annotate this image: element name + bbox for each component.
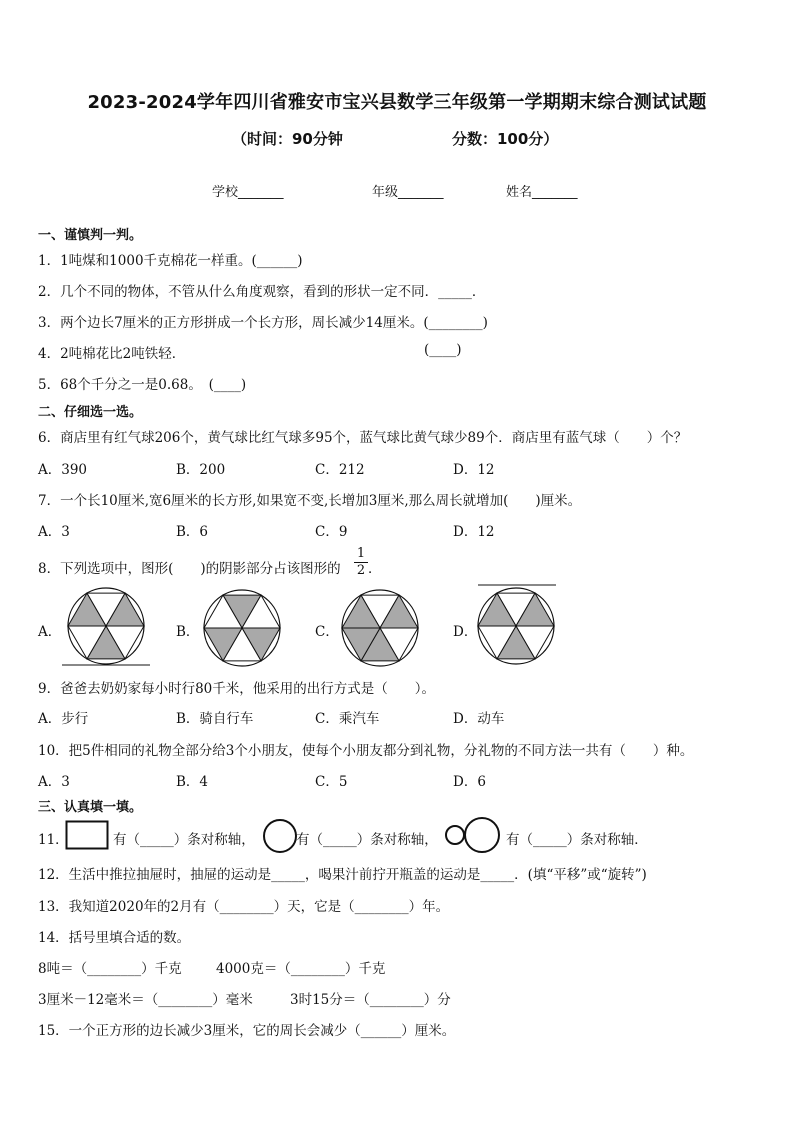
hexagon-figure-c <box>340 588 420 668</box>
section-3-heading: 三、认真填一填。 <box>38 800 143 815</box>
question-1: 1．1吨煤和1000千克棉花一样重。(______) <box>38 253 303 269</box>
question-6: 6．商店里有红气球206个，黄气球比红气球多95个，蓝气球比黄气球少89个．商店里有蓝气球（ ）个？ <box>38 430 688 446</box>
fraction-numerator: 1 <box>356 546 366 561</box>
exam-score: 分数：100分） <box>452 130 559 148</box>
hexagon-figure-a <box>58 586 154 670</box>
question-14: 14．括号里填合适的数。 <box>38 930 191 946</box>
q10-option-b[interactable]: B．4 <box>176 774 209 790</box>
q6-option-d[interactable]: D．12 <box>453 462 495 478</box>
q8-option-c[interactable]: C． <box>315 624 339 640</box>
question-2: 2．几个不同的物体，不管从什么角度观察，看到的形状一定不同．_____． <box>38 284 486 300</box>
q10-option-a[interactable]: A．3 <box>38 774 70 790</box>
question-13: 13．我知道2020年的2月有（________）天，它是（________）年。 <box>38 899 450 915</box>
question-4-blank: (____) <box>424 342 462 358</box>
hexagon-figure-b <box>202 588 282 668</box>
question-11-circle: 有（_____）条对称轴， <box>296 832 438 848</box>
q8-option-b[interactable]: B． <box>176 624 200 640</box>
question-14-part-b: 4000克＝（________）千克 <box>216 961 386 977</box>
exam-time: （时间：90分钟 <box>232 130 343 148</box>
grade-field[interactable]: 年级_______ <box>372 185 444 200</box>
q6-option-c[interactable]: C．212 <box>315 462 365 478</box>
question-8-end: ． <box>368 561 382 577</box>
q8-option-a[interactable]: A． <box>38 624 62 640</box>
question-14-part-d: 3时15分＝（________）分 <box>290 992 451 1008</box>
q9-option-b[interactable]: B．骑自行车 <box>176 711 254 727</box>
question-9: 9．爸爸去奶奶家每小时行80千米，他采用的出行方式是（ ）。 <box>38 681 436 697</box>
question-12: 12．生活中推拉抽屉时，抽屉的运动是_____，喝果汁前拧开瓶盖的运动是_____．(填“平移”或“旋转”) <box>38 867 647 883</box>
q7-option-b[interactable]: B．6 <box>176 524 209 540</box>
hexagon-figure-d <box>474 582 558 668</box>
question-11-number: 11． <box>38 832 69 848</box>
page-title: 2023-2024学年四川省雅安市宝兴县数学三年级第一学期期末综合测试试题 <box>87 92 707 113</box>
name-field[interactable]: 姓名_______ <box>506 185 578 200</box>
question-8: 8．下列选项中，图形( )的阴影部分占该图形的 <box>38 561 341 577</box>
q7-option-a[interactable]: A．3 <box>38 524 70 540</box>
question-4: 4．2吨棉花比2吨铁轻． <box>38 346 186 362</box>
rectangle-shape <box>65 820 109 850</box>
question-5: 5．68个千分之一是0.68。 (____) <box>38 377 247 393</box>
section-2-heading: 二、仔细选一选。 <box>38 405 143 420</box>
question-11-rectangle: 有（_____）条对称轴， <box>113 832 255 848</box>
question-7: 7．一个长10厘米,宽6厘米的长方形,如果宽不变,长增加3厘米,那么周长就增加( )厘米。 <box>38 493 582 509</box>
question-15: 15．一个正方形的边长减少3厘米，它的周长会减少（______）厘米。 <box>38 1023 456 1039</box>
q10-option-c[interactable]: C．5 <box>315 774 348 790</box>
q6-option-a[interactable]: A．390 <box>38 462 88 478</box>
question-3: 3．两个边长7厘米的正方形拼成一个长方形，周长减少14厘米。(________) <box>38 315 488 331</box>
fraction-denominator: 2 <box>356 563 366 578</box>
q7-option-c[interactable]: C．9 <box>315 524 348 540</box>
q9-option-c[interactable]: C．乘汽车 <box>315 711 380 727</box>
question-14-part-c: 3厘米－12毫米＝（________）毫米 <box>38 992 253 1008</box>
q9-option-a[interactable]: A．步行 <box>38 711 89 727</box>
q8-option-d[interactable]: D． <box>453 624 478 640</box>
section-1-heading: 一、谨慎判一判。 <box>38 228 143 243</box>
question-10: 10．把5件相同的礼物全部分给3个小朋友，使每个小朋友都分到礼物，分礼物的不同方法一共有（ ）种。 <box>38 743 694 759</box>
question-11-two-circles: 有（_____）条对称轴． <box>506 832 648 848</box>
fraction <box>354 547 368 578</box>
two-circles-shape <box>444 816 502 854</box>
circle-shape <box>262 818 298 854</box>
school-field[interactable]: 学校_______ <box>212 185 284 200</box>
q9-option-d[interactable]: D．动车 <box>453 711 505 727</box>
q10-option-d[interactable]: D．6 <box>453 774 486 790</box>
q6-option-b[interactable]: B．200 <box>176 462 226 478</box>
q7-option-d[interactable]: D．12 <box>453 524 495 540</box>
question-14-part-a: 8吨＝（________）千克 <box>38 961 182 977</box>
